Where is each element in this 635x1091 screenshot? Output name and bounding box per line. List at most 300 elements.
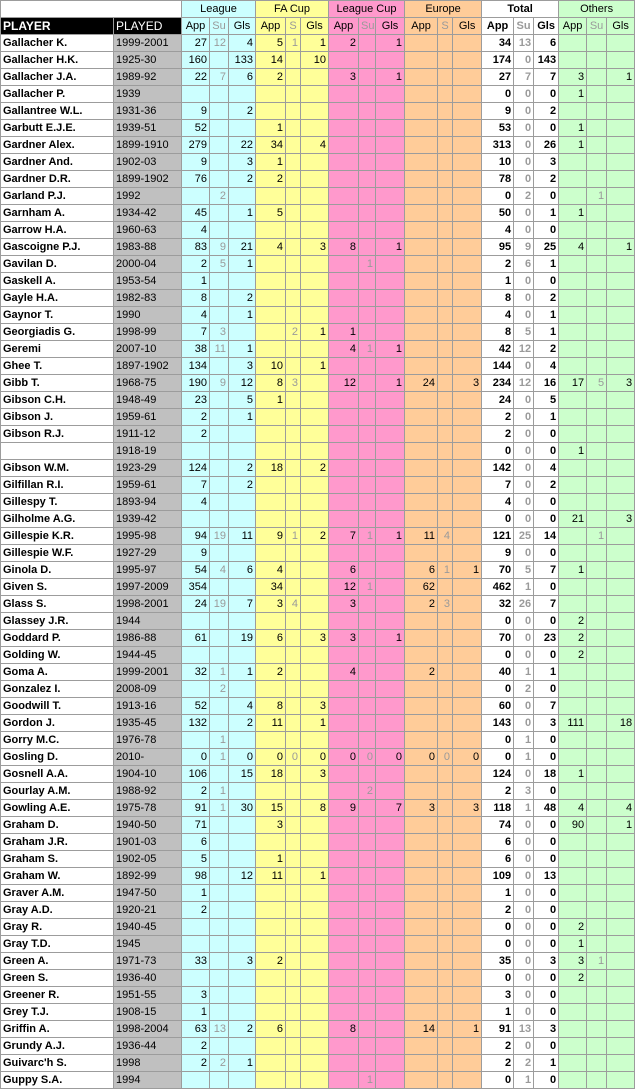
player-name: Gilholme A.G.	[1, 511, 114, 528]
cell-oth-app	[559, 681, 587, 698]
cell-lc-sub	[359, 375, 376, 392]
cell-fa-sub	[286, 426, 301, 443]
cell-tot-gls: 3	[534, 154, 559, 171]
cell-eu-gls	[453, 596, 482, 613]
cell-league-app: 83	[182, 239, 210, 256]
cell-tot-app: 462	[482, 579, 514, 596]
cell-fa-app: 15	[256, 800, 286, 817]
cell-lc-gls	[376, 664, 405, 681]
cell-tot-gls: 0	[534, 681, 559, 698]
cell-league-app: 45	[182, 205, 210, 222]
cell-fa-app	[256, 783, 286, 800]
cell-eu-app	[405, 511, 438, 528]
cell-oth-gls	[607, 324, 635, 341]
player-name: Goma A.	[1, 664, 114, 681]
cell-league-app: 2	[182, 409, 210, 426]
cell-tot-sub: 0	[514, 273, 534, 290]
table-row	[1, 987, 635, 1004]
cell-league-sub: 2	[210, 188, 229, 205]
cell-oth-app	[559, 273, 587, 290]
cell-league-sub: 13	[210, 1021, 229, 1038]
cell-tot-app: 0	[482, 749, 514, 766]
played-years: 1897-1902	[114, 358, 182, 375]
table-row	[1, 120, 635, 137]
cell-oth-gls	[607, 35, 635, 52]
cell-league-app: 4	[182, 494, 210, 511]
cell-tot-sub: 9	[514, 239, 534, 256]
cell-league-gls: 15	[229, 766, 256, 783]
table-row	[1, 273, 635, 290]
cell-tot-sub: 5	[514, 324, 534, 341]
cell-tot-gls: 4	[534, 460, 559, 477]
cell-oth-sub	[587, 936, 607, 953]
cell-fa-sub	[286, 953, 301, 970]
cell-tot-app: 70	[482, 562, 514, 579]
played-years: 2008-09	[114, 681, 182, 698]
cell-oth-sub: 1	[587, 188, 607, 205]
cell-tot-app: 2	[482, 426, 514, 443]
cell-league-sub	[210, 970, 229, 987]
table-row	[1, 239, 635, 256]
cell-eu-sub	[438, 630, 453, 647]
cell-eu-app	[405, 256, 438, 273]
cell-league-sub: 1	[210, 800, 229, 817]
cell-league-app	[182, 1072, 210, 1089]
cell-lc-sub	[359, 902, 376, 919]
cell-tot-gls: 0	[534, 222, 559, 239]
cell-fa-sub	[286, 103, 301, 120]
table-row	[1, 715, 635, 732]
cell-tot-app: 35	[482, 953, 514, 970]
cell-league-app: 7	[182, 324, 210, 341]
cell-tot-sub: 1	[514, 1072, 534, 1089]
cell-eu-gls: 1	[453, 1021, 482, 1038]
cell-tot-sub: 0	[514, 919, 534, 936]
cell-lc-app	[329, 426, 359, 443]
table-row	[1, 613, 635, 630]
cell-eu-sub	[438, 222, 453, 239]
cell-oth-app	[559, 188, 587, 205]
cell-oth-gls	[607, 851, 635, 868]
cell-lc-gls	[376, 256, 405, 273]
cell-lc-gls: 1	[376, 630, 405, 647]
table-row	[1, 307, 635, 324]
cell-league-gls	[229, 970, 256, 987]
cell-oth-sub	[587, 749, 607, 766]
cell-fa-gls: 1	[301, 715, 329, 732]
played-years: 1947-50	[114, 885, 182, 902]
cell-tot-app: 9	[482, 545, 514, 562]
cell-oth-sub	[587, 647, 607, 664]
cell-tot-sub: 0	[514, 358, 534, 375]
cell-oth-gls	[607, 171, 635, 188]
cell-fa-gls	[301, 409, 329, 426]
cell-eu-sub	[438, 137, 453, 154]
cell-tot-gls: 0	[534, 885, 559, 902]
cell-eu-app	[405, 103, 438, 120]
cell-tot-gls: 2	[534, 290, 559, 307]
cell-fa-sub	[286, 698, 301, 715]
cell-league-app: 24	[182, 596, 210, 613]
cell-lc-sub	[359, 443, 376, 460]
cell-eu-gls	[453, 35, 482, 52]
cell-eu-sub	[438, 1021, 453, 1038]
cell-lc-app	[329, 834, 359, 851]
cell-oth-gls	[607, 868, 635, 885]
cell-league-sub	[210, 120, 229, 137]
player-name: Gonzalez I.	[1, 681, 114, 698]
cell-tot-sub: 0	[514, 1004, 534, 1021]
cell-fa-app: 5	[256, 35, 286, 52]
cell-eu-gls	[453, 885, 482, 902]
cell-oth-app	[559, 987, 587, 1004]
cell-eu-sub	[438, 817, 453, 834]
cell-league-app: 6	[182, 834, 210, 851]
cell-tot-sub: 25	[514, 528, 534, 545]
player-name: Gavilan D.	[1, 256, 114, 273]
cell-eu-gls	[453, 1072, 482, 1089]
cell-eu-sub: 0	[438, 749, 453, 766]
cell-lc-app	[329, 358, 359, 375]
cell-lc-sub	[359, 511, 376, 528]
cell-tot-app: 0	[482, 511, 514, 528]
cell-fa-sub	[286, 800, 301, 817]
cell-lc-app	[329, 902, 359, 919]
cell-lc-gls	[376, 647, 405, 664]
cell-league-app: 71	[182, 817, 210, 834]
cell-oth-sub	[587, 987, 607, 1004]
cell-lc-gls: 1	[376, 528, 405, 545]
cell-oth-gls	[607, 902, 635, 919]
cell-tot-sub: 0	[514, 630, 534, 647]
cell-eu-app	[405, 1038, 438, 1055]
cell-tot-app: 8	[482, 324, 514, 341]
cell-league-gls	[229, 579, 256, 596]
cell-eu-sub	[438, 987, 453, 1004]
cell-tot-app: 0	[482, 732, 514, 749]
cell-league-gls: 2	[229, 1021, 256, 1038]
cell-league-app: 2	[182, 256, 210, 273]
cell-oth-app	[559, 460, 587, 477]
cell-lc-sub	[359, 885, 376, 902]
cell-fa-gls: 3	[301, 766, 329, 783]
cell-oth-sub	[587, 307, 607, 324]
cell-lc-sub	[359, 494, 376, 511]
played-years: 1913-16	[114, 698, 182, 715]
cell-lc-sub	[359, 817, 376, 834]
cell-oth-app	[559, 426, 587, 443]
played-years: 1995-97	[114, 562, 182, 579]
player-name: Gourlay A.M.	[1, 783, 114, 800]
cell-oth-sub	[587, 443, 607, 460]
cell-league-gls: 11	[229, 528, 256, 545]
cell-fa-gls: 8	[301, 800, 329, 817]
cell-fa-gls	[301, 375, 329, 392]
cell-lc-gls	[376, 307, 405, 324]
cell-league-gls: 5	[229, 392, 256, 409]
cell-league-gls: 2	[229, 460, 256, 477]
cell-tot-app: 2	[482, 256, 514, 273]
cell-fa-gls	[301, 545, 329, 562]
cell-fa-sub	[286, 477, 301, 494]
cell-tot-sub: 0	[514, 545, 534, 562]
cell-tot-sub: 0	[514, 851, 534, 868]
cell-tot-gls: 13	[534, 868, 559, 885]
cell-lc-gls	[376, 987, 405, 1004]
cell-fa-app	[256, 902, 286, 919]
cell-fa-sub	[286, 188, 301, 205]
cell-lc-sub: 1	[359, 528, 376, 545]
cell-lc-app	[329, 511, 359, 528]
cell-fa-gls	[301, 1004, 329, 1021]
cell-eu-gls	[453, 1055, 482, 1072]
cell-oth-app	[559, 834, 587, 851]
cell-league-gls: 7	[229, 596, 256, 613]
cell-fa-sub	[286, 239, 301, 256]
cell-tot-app: 2	[482, 409, 514, 426]
table-row	[1, 103, 635, 120]
cell-lc-sub	[359, 596, 376, 613]
cell-tot-app: 50	[482, 205, 514, 222]
cell-fa-sub	[286, 494, 301, 511]
cell-lc-sub	[359, 426, 376, 443]
cell-league-sub	[210, 715, 229, 732]
player-name: Gilfillan R.I.	[1, 477, 114, 494]
cell-fa-sub	[286, 970, 301, 987]
cell-oth-gls	[607, 596, 635, 613]
cell-lc-app	[329, 698, 359, 715]
cell-oth-sub	[587, 970, 607, 987]
cell-league-gls: 6	[229, 69, 256, 86]
header-total-gls: Gls	[534, 18, 559, 35]
player-name: Green A.	[1, 953, 114, 970]
cell-tot-gls: 0	[534, 987, 559, 1004]
cell-eu-app	[405, 120, 438, 137]
cell-lc-app	[329, 681, 359, 698]
cell-league-gls	[229, 426, 256, 443]
cell-oth-app: 2	[559, 919, 587, 936]
cell-eu-gls	[453, 52, 482, 69]
cell-tot-gls: 0	[534, 834, 559, 851]
cell-fa-sub	[286, 1055, 301, 1072]
cell-eu-app	[405, 698, 438, 715]
cell-oth-gls	[607, 681, 635, 698]
cell-oth-gls	[607, 103, 635, 120]
cell-eu-gls	[453, 936, 482, 953]
cell-oth-gls	[607, 494, 635, 511]
cell-fa-app	[256, 681, 286, 698]
cell-league-gls: 133	[229, 52, 256, 69]
cell-tot-gls: 0	[534, 1072, 559, 1089]
cell-lc-sub	[359, 919, 376, 936]
cell-fa-app	[256, 409, 286, 426]
cell-eu-gls	[453, 817, 482, 834]
cell-eu-sub	[438, 834, 453, 851]
played-years: 1983-88	[114, 239, 182, 256]
cell-eu-sub	[438, 358, 453, 375]
cell-tot-app: 109	[482, 868, 514, 885]
cell-fa-sub	[286, 154, 301, 171]
cell-tot-sub: 0	[514, 52, 534, 69]
player-name: Garbutt E.J.E.	[1, 120, 114, 137]
group-europe: Europe	[405, 1, 482, 18]
cell-eu-app	[405, 52, 438, 69]
cell-league-gls: 22	[229, 137, 256, 154]
player-name: Ghee T.	[1, 358, 114, 375]
cell-tot-gls: 2	[534, 171, 559, 188]
cell-tot-app: 121	[482, 528, 514, 545]
cell-oth-app: 4	[559, 239, 587, 256]
cell-tot-app: 174	[482, 52, 514, 69]
cell-league-gls: 4	[229, 35, 256, 52]
player-name: Gascoigne P.J.	[1, 239, 114, 256]
cell-lc-sub	[359, 953, 376, 970]
cell-eu-gls	[453, 154, 482, 171]
cell-league-gls: 3	[229, 154, 256, 171]
cell-oth-gls: 1	[607, 817, 635, 834]
played-years: 1899-1910	[114, 137, 182, 154]
cell-fa-gls: 1	[301, 868, 329, 885]
cell-eu-gls	[453, 868, 482, 885]
cell-lc-sub	[359, 273, 376, 290]
cell-fa-app	[256, 222, 286, 239]
cell-fa-app: 0	[256, 749, 286, 766]
cell-oth-sub	[587, 1021, 607, 1038]
cell-tot-gls: 0	[534, 613, 559, 630]
cell-league-sub	[210, 103, 229, 120]
header-lc-app: App	[329, 18, 359, 35]
cell-tot-sub: 0	[514, 392, 534, 409]
player-name: Gosnell A.A.	[1, 766, 114, 783]
cell-oth-sub	[587, 154, 607, 171]
cell-league-sub	[210, 443, 229, 460]
cell-oth-sub: 1	[587, 528, 607, 545]
cell-league-app: 9	[182, 103, 210, 120]
cell-league-app: 91	[182, 800, 210, 817]
cell-eu-gls	[453, 494, 482, 511]
cell-lc-app: 2	[329, 35, 359, 52]
played-years: 1948-49	[114, 392, 182, 409]
cell-fa-app	[256, 273, 286, 290]
cell-lc-sub	[359, 52, 376, 69]
cell-tot-app: 144	[482, 358, 514, 375]
cell-fa-app: 6	[256, 630, 286, 647]
cell-fa-gls	[301, 205, 329, 222]
cell-eu-app: 24	[405, 375, 438, 392]
table-row	[1, 154, 635, 171]
cell-fa-app: 3	[256, 596, 286, 613]
cell-eu-app: 2	[405, 596, 438, 613]
cell-fa-app	[256, 885, 286, 902]
cell-tot-gls: 0	[534, 902, 559, 919]
cell-eu-gls	[453, 103, 482, 120]
cell-fa-app	[256, 290, 286, 307]
cell-eu-app	[405, 494, 438, 511]
cell-fa-app: 34	[256, 137, 286, 154]
cell-oth-app: 2	[559, 970, 587, 987]
played-years: 1998-2001	[114, 596, 182, 613]
cell-lc-sub	[359, 171, 376, 188]
cell-fa-sub	[286, 681, 301, 698]
cell-oth-gls	[607, 528, 635, 545]
cell-eu-gls	[453, 358, 482, 375]
cell-lc-sub	[359, 103, 376, 120]
cell-fa-app	[256, 307, 286, 324]
cell-lc-app	[329, 392, 359, 409]
cell-league-gls: 30	[229, 800, 256, 817]
cell-oth-gls	[607, 222, 635, 239]
cell-lc-app	[329, 851, 359, 868]
table-row	[1, 817, 635, 834]
table-row	[1, 936, 635, 953]
cell-oth-gls	[607, 664, 635, 681]
cell-eu-gls	[453, 1038, 482, 1055]
cell-tot-app: 4	[482, 307, 514, 324]
cell-league-app: 124	[182, 460, 210, 477]
cell-tot-sub: 1	[514, 800, 534, 817]
cell-league-app: 134	[182, 358, 210, 375]
cell-oth-app	[559, 477, 587, 494]
cell-tot-sub: 0	[514, 222, 534, 239]
cell-oth-sub	[587, 86, 607, 103]
cell-eu-sub	[438, 664, 453, 681]
cell-tot-gls: 16	[534, 375, 559, 392]
cell-lc-gls	[376, 919, 405, 936]
cell-fa-app: 2	[256, 171, 286, 188]
cell-lc-app	[329, 613, 359, 630]
cell-oth-gls	[607, 647, 635, 664]
cell-oth-app	[559, 307, 587, 324]
cell-fa-sub	[286, 715, 301, 732]
cell-oth-gls	[607, 341, 635, 358]
cell-fa-sub	[286, 783, 301, 800]
cell-eu-app	[405, 783, 438, 800]
cell-oth-app	[559, 579, 587, 596]
cell-tot-gls: 26	[534, 137, 559, 154]
cell-lc-gls	[376, 443, 405, 460]
cell-fa-gls	[301, 783, 329, 800]
cell-eu-gls	[453, 392, 482, 409]
cell-league-gls: 6	[229, 562, 256, 579]
cell-lc-app	[329, 307, 359, 324]
cell-eu-app	[405, 35, 438, 52]
cell-league-app: 23	[182, 392, 210, 409]
cell-eu-app	[405, 987, 438, 1004]
cell-lc-sub	[359, 324, 376, 341]
cell-fa-gls: 3	[301, 630, 329, 647]
cell-oth-sub	[587, 256, 607, 273]
cell-oth-sub	[587, 664, 607, 681]
cell-oth-app	[559, 1055, 587, 1072]
cell-eu-sub	[438, 698, 453, 715]
cell-fa-gls	[301, 341, 329, 358]
cell-league-gls: 21	[229, 239, 256, 256]
cell-eu-sub	[438, 800, 453, 817]
cell-league-sub	[210, 358, 229, 375]
cell-lc-sub	[359, 290, 376, 307]
cell-lc-app	[329, 885, 359, 902]
player-name: Gowling A.E.	[1, 800, 114, 817]
table-row	[1, 324, 635, 341]
cell-eu-app	[405, 936, 438, 953]
cell-lc-gls	[376, 953, 405, 970]
cell-tot-app: 2	[482, 1038, 514, 1055]
cell-fa-gls	[301, 732, 329, 749]
cell-league-sub	[210, 545, 229, 562]
cell-lc-sub	[359, 460, 376, 477]
cell-eu-gls	[453, 273, 482, 290]
player-name: Gordon J.	[1, 715, 114, 732]
